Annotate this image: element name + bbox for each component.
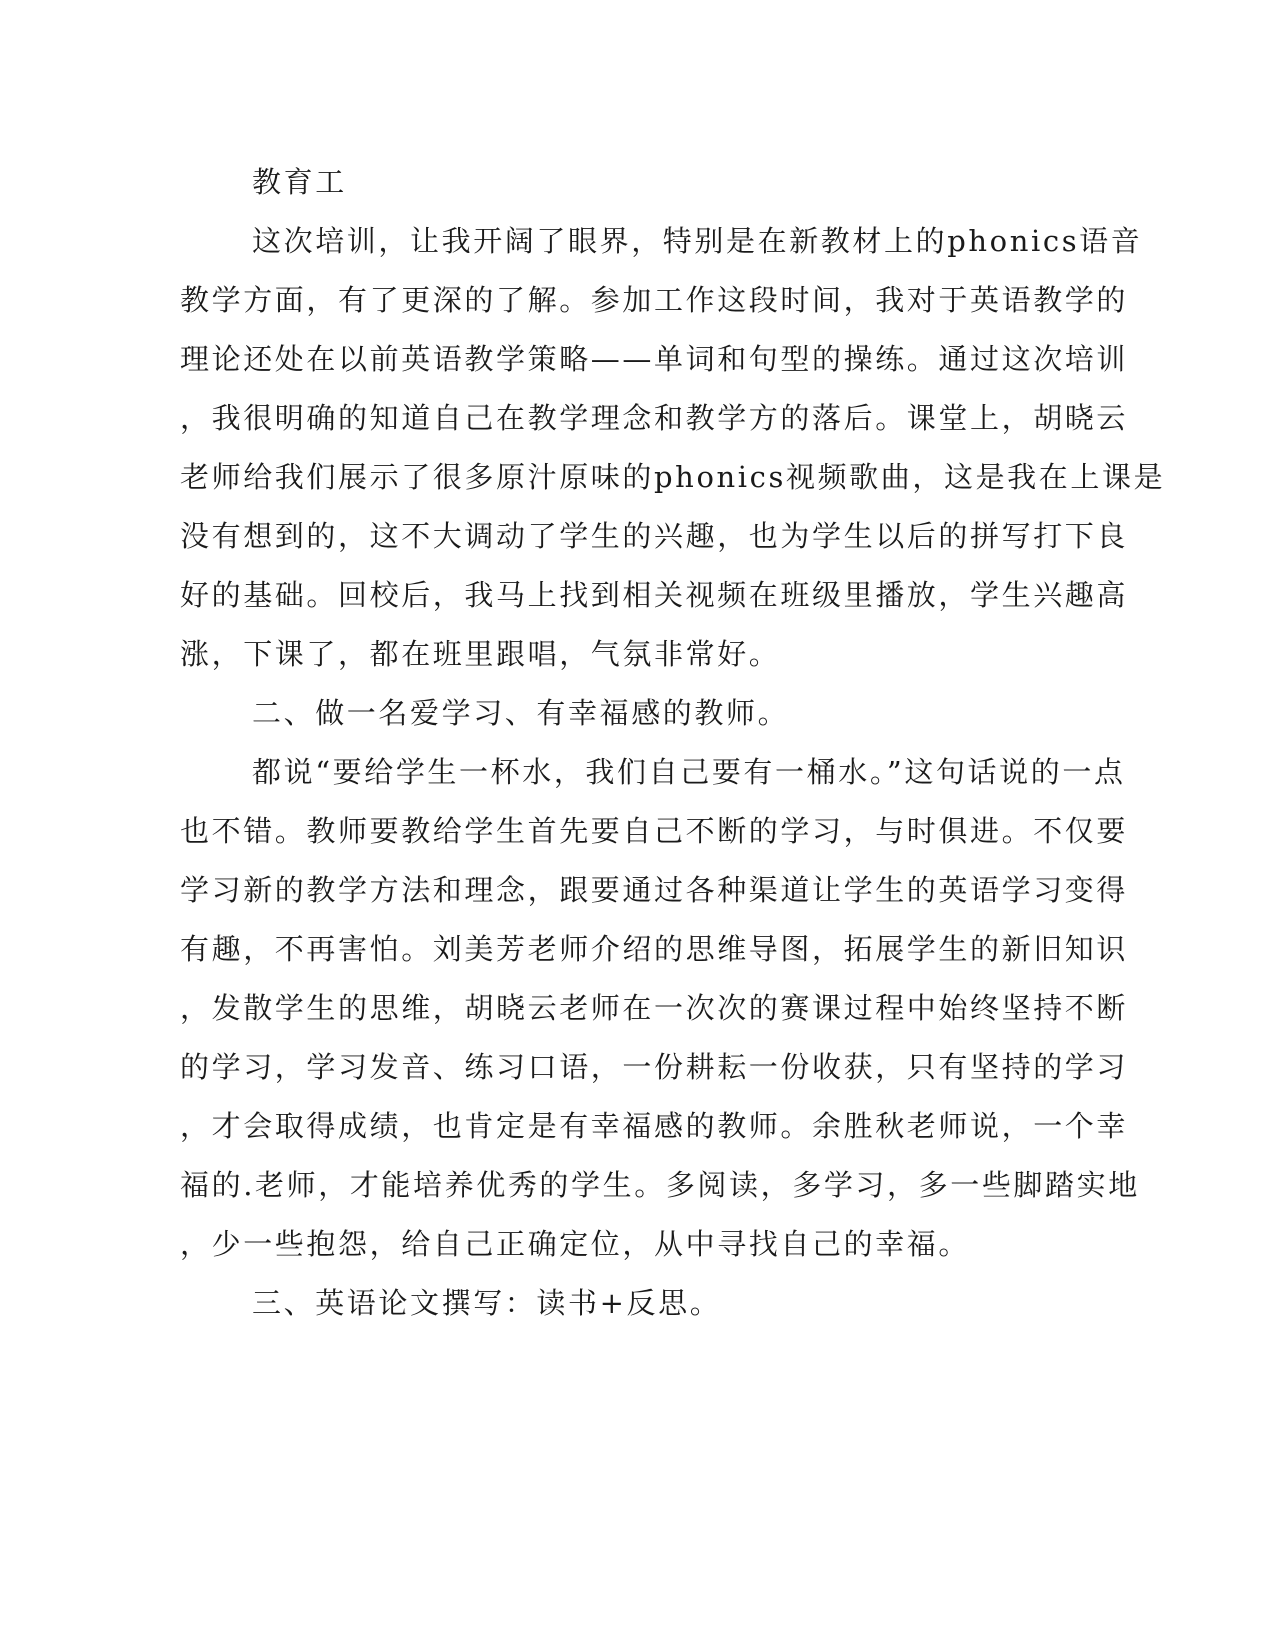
paragraph-line: ，我很明确的知道自己在教学理念和教学方的落后。课堂上，胡晓云: [180, 401, 1129, 435]
section-heading: 二、做一名爱学习、有幸福感的教师。: [252, 696, 790, 730]
paragraph-line: 理论还处在以前英语教学策略——单词和句型的操练。通过这次培训: [180, 342, 1129, 376]
paragraph-line: ，才会取得成绩，也肯定是有幸福感的教师。余胜秋老师说，一个幸: [180, 1109, 1129, 1143]
paragraph-line: 的学习，学习发音、练习口语，一份耕耘一份收获，只有坚持的学习: [180, 1050, 1129, 1084]
paragraph-line: 都说“要给学生一杯水，我们自己要有一桶水。”这句话说的一点: [252, 755, 1126, 789]
paragraph-line: 涨，下课了，都在班里跟唱，气氛非常好。: [180, 637, 781, 671]
paragraph-line: 这次培训，让我开阔了眼界，特别是在新教材上的phonics语音: [252, 224, 1143, 258]
paragraph-line: 有趣，不再害怕。刘美芳老师介绍的思维导图，拓展学生的新旧知识: [180, 932, 1129, 966]
paragraph-line: ，少一些抱怨，给自己正确定位，从中寻找自己的幸福。: [180, 1227, 971, 1261]
paragraph-heading-line: 教育工: [252, 165, 347, 199]
paragraph-line: 好的基础。回校后，我马上找到相关视频在班级里播放，学生兴趣高: [180, 578, 1129, 612]
paragraph-line: ，发散学生的思维，胡晓云老师在一次次的赛课过程中始终坚持不断: [180, 991, 1129, 1025]
paragraph-line: 也不错。教师要教给学生首先要自己不断的学习，与时俱进。不仅要: [180, 814, 1129, 848]
paragraph-line: 教学方面，有了更深的了解。参加工作这段时间，我对于英语教学的: [180, 283, 1129, 317]
paragraph-line: 学习新的教学方法和理念，跟要通过各种渠道让学生的英语学习变得: [180, 873, 1129, 907]
section-heading: 三、英语论文撰写：读书+反思。: [252, 1286, 722, 1320]
paragraph-line: 老师给我们展示了很多原汁原味的phonics视频歌曲，这是我在上课是: [180, 460, 1166, 494]
paragraph-line: 福的.老师，才能培养优秀的学生。多阅读，多学习，多一些脚踏实地: [180, 1168, 1140, 1202]
paragraph-line: 没有想到的，这不大调动了学生的兴趣，也为学生以后的拼写打下良: [180, 519, 1129, 553]
